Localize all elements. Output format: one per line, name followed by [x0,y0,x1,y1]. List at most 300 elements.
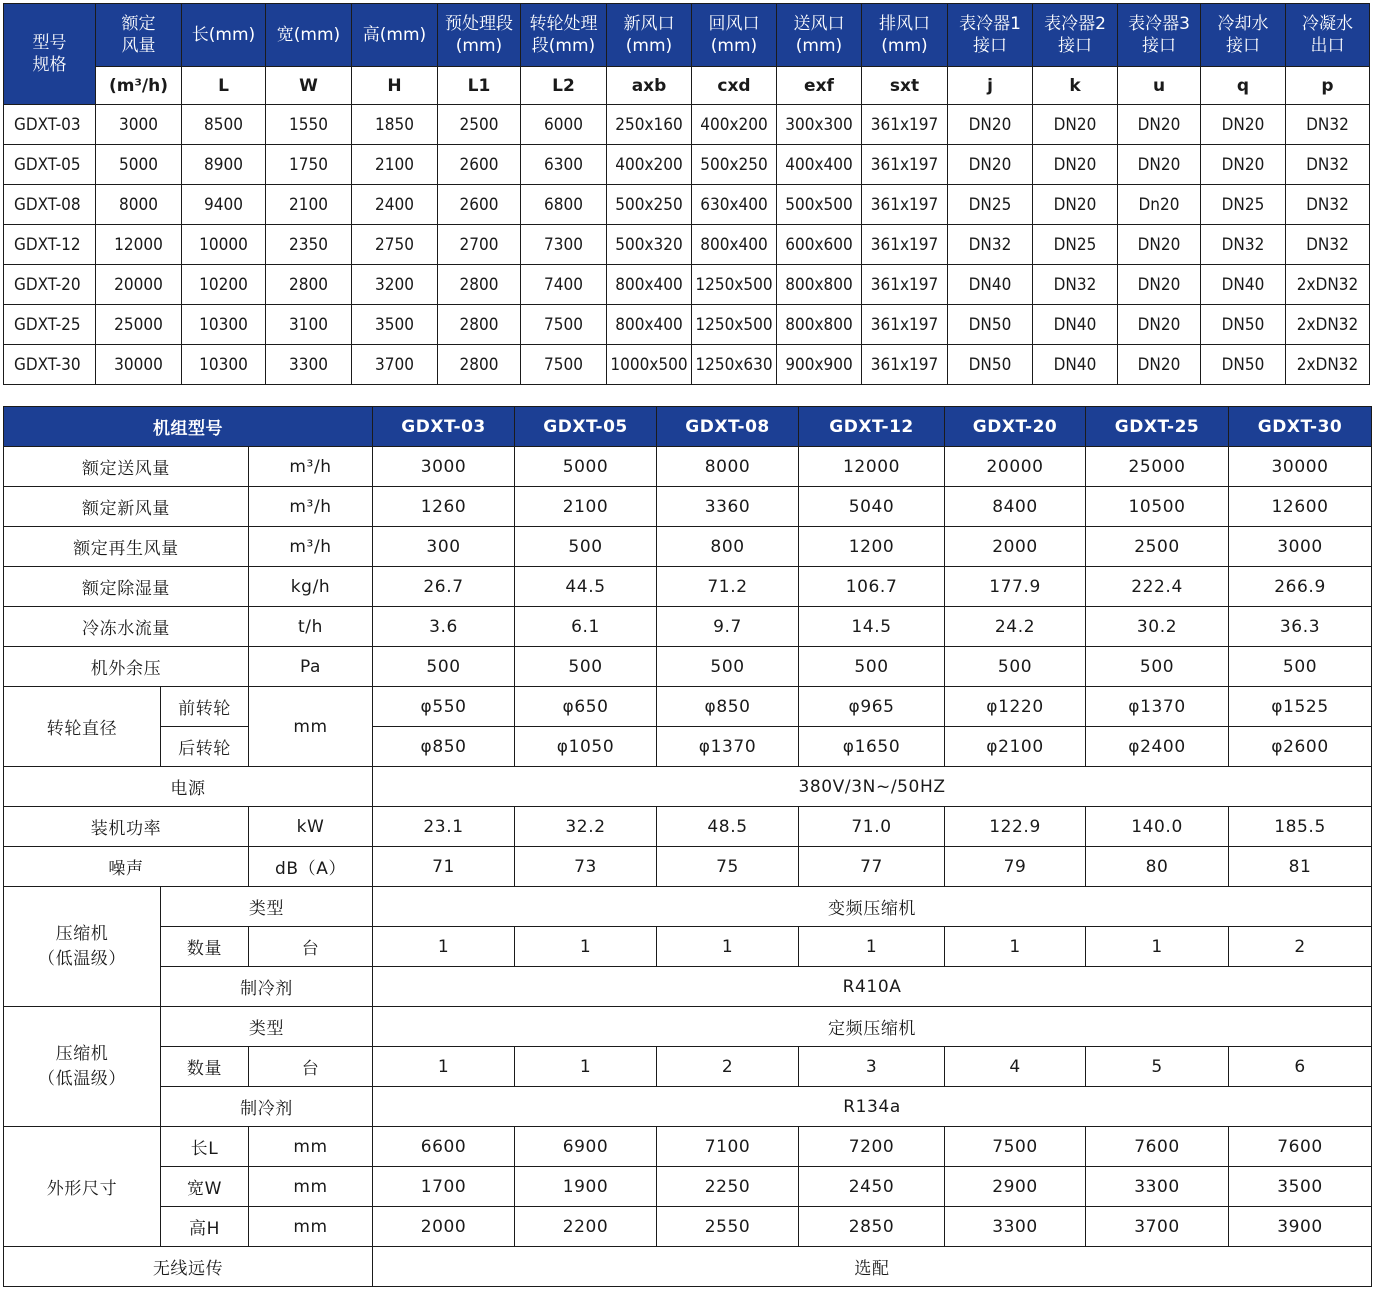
spec-row [4,527,1372,567]
compressor-row [4,1007,1372,1047]
row-label: 噪声 [4,847,249,887]
table-cell: 361x197 [862,145,948,185]
column-header [438,4,521,67]
column-header-line: 长(mm) [191,25,256,45]
value-cell: 80 [1086,847,1229,887]
value-cell: 73 [515,847,657,887]
model-cell: GDXT-05 [4,145,96,185]
table-cell: 1850 [352,105,438,145]
column-header [352,4,438,67]
table-cell: DN20 [948,105,1033,145]
value-cell: 140.0 [1086,807,1229,847]
table-cell: 800x400 [607,265,692,305]
column-header [948,4,1033,67]
value-cell: 25000 [1086,447,1229,487]
value-cell: 2 [1229,927,1372,967]
table-cell: DN20 [948,145,1033,185]
column-symbol: cxd [692,67,777,105]
unit-cell: Pa [249,647,373,687]
column-symbol: L [182,67,266,105]
unit-cell: m³/h [249,487,373,527]
column-symbol: L2 [521,67,607,105]
spec-row [4,487,1372,527]
value-cell: 500 [945,647,1086,687]
column-header-line: 送风口 [793,14,845,34]
unit-cell: mm [249,1127,373,1167]
column-symbol: q [1201,67,1286,105]
value-cell: 14.5 [799,607,945,647]
sub-label: 数量 [161,1047,249,1087]
column-symbol: p [1286,67,1370,105]
spec-row [4,847,1372,887]
value-cell: 8400 [945,487,1086,527]
value-cell: 23.1 [373,807,515,847]
value-cell: 222.4 [1086,567,1229,607]
column-header [182,4,266,67]
value-cell: 30.2 [1086,607,1229,647]
table-cell: 8900 [182,145,266,185]
table-cell: 2600 [438,185,521,225]
value-cell: 2450 [799,1167,945,1207]
value-cell: φ650 [515,687,657,727]
table-cell: DN32 [1286,225,1370,265]
spec-row [4,567,1372,607]
value-cell: 24.2 [945,607,1086,647]
compressor-label-line: （低温级） [38,948,126,969]
table-cell: 2600 [438,145,521,185]
column-header-line: (mm) [710,36,758,56]
compressor-row [4,967,1372,1007]
value-cell: 1260 [373,487,515,527]
value-cell: 2000 [945,527,1086,567]
value-cell: 3.6 [373,607,515,647]
table-cell: 1550 [266,105,352,145]
value-cell: 1 [945,927,1086,967]
group-label: 转轮直径 [4,687,161,767]
value-cell: 12000 [799,447,945,487]
table-cell: 2700 [438,225,521,265]
table-cell: 3300 [266,345,352,385]
value-cell: 1 [373,1047,515,1087]
table-cell: DN25 [1201,185,1286,225]
compressor-row [4,1047,1372,1087]
model-cell: GDXT-20 [4,265,96,305]
compressor-label [4,1007,161,1127]
model-cell: GDXT-03 [4,105,96,145]
column-header [1118,4,1201,67]
value-cell: φ2400 [1086,727,1229,767]
table-cell: 800x400 [607,305,692,345]
table-cell: 361x197 [862,225,948,265]
value-cell: 7100 [657,1127,799,1167]
table-cell: 2500 [438,105,521,145]
column-header [1033,4,1118,67]
value-cell: 44.5 [515,567,657,607]
table-row [4,145,1370,185]
table-cell: DN32 [1033,265,1118,305]
value-cell: 106.7 [799,567,945,607]
column-header [777,4,862,67]
value-cell: 9.7 [657,607,799,647]
merged-value: 380V/3N~/50HZ [373,767,1372,807]
table-cell: 2750 [352,225,438,265]
sub-label: 长L [161,1127,249,1167]
column-symbol: (m³/h) [96,67,182,105]
table-cell: 1250x500 [692,265,777,305]
column-header-line: 冷凝水 [1302,14,1353,34]
column-header-line: 高(mm) [362,25,427,45]
table-cell: 30000 [96,345,182,385]
dimension-table-body [4,105,1370,385]
dimension-table [3,3,1370,385]
value-cell: 3500 [1229,1167,1372,1207]
value-cell: 500 [1086,647,1229,687]
table-cell: 2800 [438,305,521,345]
table-cell: DN20 [1033,105,1118,145]
table-cell: DN32 [1286,105,1370,145]
row-label: 机外余压 [4,647,249,687]
unit-cell: m³/h [249,447,373,487]
value-cell: 30000 [1229,447,1372,487]
sub-label: 宽W [161,1167,249,1207]
value-cell: 6.1 [515,607,657,647]
table-cell: DN40 [948,265,1033,305]
column-header [96,4,182,67]
value-cell: 500 [799,647,945,687]
table-cell: 3100 [266,305,352,345]
table-cell: 5000 [96,145,182,185]
value-cell: 10500 [1086,487,1229,527]
model-cell: GDXT-08 [4,185,96,225]
table-cell: 2350 [266,225,352,265]
table-cell: 10000 [182,225,266,265]
column-header-line: 风量 [121,36,156,56]
table-cell: 25000 [96,305,182,345]
column-symbol: sxt [862,67,948,105]
value-cell: 185.5 [1229,807,1372,847]
model-header: GDXT-12 [799,407,945,447]
unit-cell: kW [249,807,373,847]
column-header [521,4,607,67]
table-cell: 7300 [521,225,607,265]
column-header-line: 表冷器2 [1044,14,1106,34]
value-cell: 2550 [657,1207,799,1247]
value-cell: 3000 [373,447,515,487]
header-row-labels [4,4,1370,67]
spec-row [4,1207,1372,1247]
value-cell: 3360 [657,487,799,527]
column-header-line: 排风口 [879,14,930,34]
value-cell: 300 [373,527,515,567]
compressor-row [4,927,1372,967]
column-header-line: (mm) [795,36,843,56]
value-cell: 3 [799,1047,945,1087]
value-cell: 2100 [515,487,657,527]
column-symbol: k [1033,67,1118,105]
table-cell: 1750 [266,145,352,185]
table-cell: 2100 [266,185,352,225]
table-cell: 1250x500 [692,305,777,345]
table-cell: 2xDN32 [1286,265,1370,305]
table-row [4,305,1370,345]
spec-row [4,1167,1372,1207]
model-cell: GDXT-30 [4,345,96,385]
table-cell: DN20 [1033,185,1118,225]
value-cell: 5000 [515,447,657,487]
value-cell: φ1370 [657,727,799,767]
sub-label: 制冷剂 [161,967,373,1007]
table-cell: DN40 [1033,305,1118,345]
column-symbol: j [948,67,1033,105]
column-symbol: L1 [438,67,521,105]
compressor-row [4,887,1372,927]
unit-cell: t/h [249,607,373,647]
value-cell: 500 [1229,647,1372,687]
spec-row [4,767,1372,807]
column-header [862,4,948,67]
value-cell: 77 [799,847,945,887]
value-cell: φ850 [373,727,515,767]
table-cell: DN32 [1286,145,1370,185]
table-cell: 6800 [521,185,607,225]
row-label: 电源 [4,767,373,807]
column-symbol: axb [607,67,692,105]
value-cell: φ1370 [1086,687,1229,727]
spec-row [4,807,1372,847]
value-cell: φ1525 [1229,687,1372,727]
column-header [607,4,692,67]
table-row [4,225,1370,265]
spec-table [3,406,1372,1287]
table-row [4,345,1370,385]
value-cell: 6900 [515,1127,657,1167]
table-cell: DN25 [948,185,1033,225]
unit-cell: 台 [249,927,373,967]
value-cell: 26.7 [373,567,515,607]
unit-cell: m³/h [249,527,373,567]
value-cell: 500 [373,647,515,687]
spec-header-row [4,407,1372,447]
spec-row [4,647,1372,687]
value-cell: φ850 [657,687,799,727]
table-cell: DN20 [1118,265,1201,305]
table-cell: 800x800 [777,265,862,305]
model-header: GDXT-03 [373,407,515,447]
table-cell: 2100 [352,145,438,185]
column-header-line: 出口 [1310,36,1345,56]
table-cell: 6300 [521,145,607,185]
value-cell: 71.2 [657,567,799,607]
spec-row [4,1127,1372,1167]
value-cell: 1 [373,927,515,967]
spec-table-body [4,447,1372,1287]
table-cell: 10200 [182,265,266,305]
value-cell: 2000 [373,1207,515,1247]
column-header [1201,4,1286,67]
corner-header [4,4,96,105]
sub-label: 类型 [161,887,373,927]
unit-cell: 台 [249,1047,373,1087]
header-row-symbols [4,67,1370,105]
value-cell: 1 [1086,927,1229,967]
compressor-label-line: 压缩机 [55,923,109,944]
value-cell: 75 [657,847,799,887]
column-header-line: 接口 [1058,36,1092,56]
table-cell: DN50 [1201,305,1286,345]
model-cell: GDXT-12 [4,225,96,265]
row-label: 额定再生风量 [4,527,249,567]
merged-value: 定频压缩机 [373,1007,1372,1047]
compressor-label-line: （低温级） [38,1068,126,1089]
value-cell: 7200 [799,1127,945,1167]
merged-value: R410A [373,967,1372,1007]
row-label: 额定新风量 [4,487,249,527]
column-header-line: 宽(mm) [276,25,341,45]
value-cell: 122.9 [945,807,1086,847]
spec-row [4,607,1372,647]
value-cell: 1200 [799,527,945,567]
table-cell: DN50 [948,305,1033,345]
model-header: GDXT-05 [515,407,657,447]
column-symbol: exf [777,67,862,105]
value-cell: 1 [657,927,799,967]
table-cell: DN32 [948,225,1033,265]
table-cell: 7500 [521,305,607,345]
column-symbol: W [266,67,352,105]
value-cell: 12600 [1229,487,1372,527]
table-cell: 1000x500 [607,345,692,385]
column-header-line: (mm) [455,36,503,56]
value-cell: φ2600 [1229,727,1372,767]
unit-cell: kg/h [249,567,373,607]
column-header-line: 表冷器1 [959,14,1021,34]
row-label: 无线远传 [4,1247,373,1287]
row-label: 额定除湿量 [4,567,249,607]
merged-value: 变频压缩机 [373,887,1372,927]
table-cell: 400x400 [777,145,862,185]
value-cell: 36.3 [1229,607,1372,647]
compressor-label-line: 压缩机 [55,1043,109,1064]
spec-row [4,1247,1372,1287]
column-header-line: 回风口 [708,14,760,34]
value-cell: 32.2 [515,807,657,847]
table-cell: 3700 [352,345,438,385]
table-cell: DN32 [1286,185,1370,225]
value-cell: 3300 [1086,1167,1229,1207]
column-header-line: 接口 [1142,36,1176,56]
table-cell: 500x320 [607,225,692,265]
value-cell: 79 [945,847,1086,887]
table-cell: DN40 [1033,345,1118,385]
table-cell: DN40 [1201,265,1286,305]
table-cell: 9400 [182,185,266,225]
table-cell: Dn20 [1118,185,1201,225]
value-cell: 1 [515,927,657,967]
compressor-row [4,1087,1372,1127]
table-cell: 800x400 [692,225,777,265]
value-cell: 5 [1086,1047,1229,1087]
value-cell: 266.9 [1229,567,1372,607]
value-cell: 71.0 [799,807,945,847]
group-label: 外形尺寸 [4,1127,161,1247]
unit-cell: dB（A） [249,847,373,887]
table-cell: 8500 [182,105,266,145]
table-cell: 3500 [352,305,438,345]
table-cell: 361x197 [862,305,948,345]
sub-label: 类型 [161,1007,373,1047]
table-cell: DN20 [1201,105,1286,145]
value-cell: 1700 [373,1167,515,1207]
column-header-line: 额定 [121,14,156,34]
table-cell: 2400 [352,185,438,225]
table-cell: 7400 [521,265,607,305]
table-cell: DN20 [1118,105,1201,145]
table-cell: 2xDN32 [1286,305,1370,345]
value-cell: φ2100 [945,727,1086,767]
unit-cell: mm [249,687,373,767]
column-header-line: (mm) [625,36,673,56]
table-cell: 3200 [352,265,438,305]
table-cell: 361x197 [862,105,948,145]
table-cell: DN50 [1201,345,1286,385]
table-row [4,265,1370,305]
table-cell: 2xDN32 [1286,345,1370,385]
column-header-line: 段(mm) [531,36,596,56]
unit-cell: mm [249,1167,373,1207]
column-header-line: 预处理段 [445,14,513,34]
table-cell: 20000 [96,265,182,305]
table-cell: 3000 [96,105,182,145]
sub-label: 后转轮 [161,727,249,767]
model-header: GDXT-20 [945,407,1086,447]
model-header: GDXT-30 [1229,407,1372,447]
table-cell: DN20 [1118,305,1201,345]
spec-row [4,727,1372,767]
table-cell: 900x900 [777,345,862,385]
table-cell: 2800 [438,345,521,385]
compressor-label [4,887,161,1007]
spec-row [4,687,1372,727]
value-cell: φ1050 [515,727,657,767]
value-cell: 2850 [799,1207,945,1247]
row-label: 装机功率 [4,807,249,847]
value-cell: 71 [373,847,515,887]
sub-label: 制冷剂 [161,1087,373,1127]
value-cell: 4 [945,1047,1086,1087]
merged-value: R134a [373,1087,1372,1127]
table-cell: 250x160 [607,105,692,145]
value-cell: 2200 [515,1207,657,1247]
sub-label: 数量 [161,927,249,967]
value-cell: 3300 [945,1207,1086,1247]
table-cell: DN32 [1201,225,1286,265]
value-cell: 48.5 [657,807,799,847]
sub-label: 高H [161,1207,249,1247]
spec-row [4,447,1372,487]
column-header [266,4,352,67]
value-cell: 3000 [1229,527,1372,567]
table-cell: 2800 [438,265,521,305]
table-cell: DN20 [1118,345,1201,385]
model-cell: GDXT-25 [4,305,96,345]
column-symbol: H [352,67,438,105]
value-cell: φ1650 [799,727,945,767]
table-cell: 300x300 [777,105,862,145]
value-cell: 20000 [945,447,1086,487]
value-cell: φ550 [373,687,515,727]
value-cell: 7600 [1086,1127,1229,1167]
value-cell: 2 [657,1047,799,1087]
